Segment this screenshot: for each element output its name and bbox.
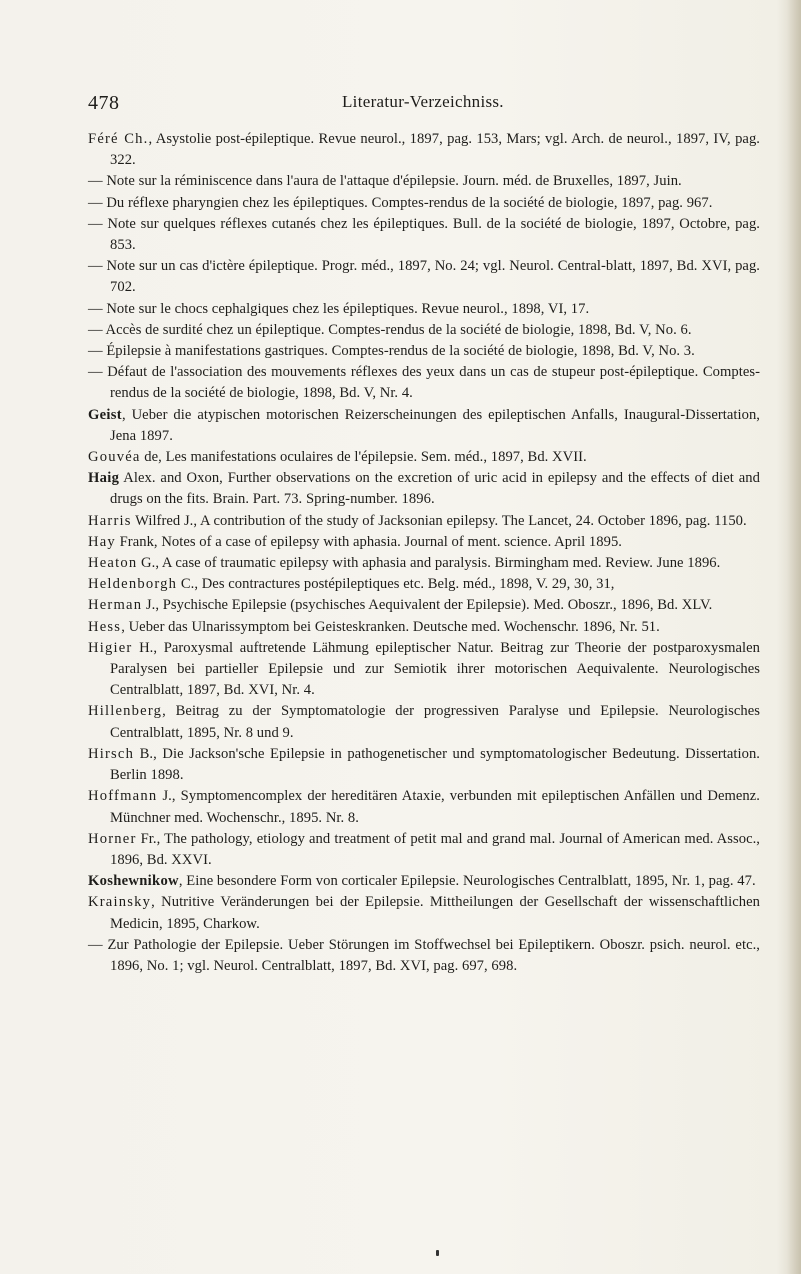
entry-author: Féré Ch.	[88, 131, 149, 147]
bibliography-entry	[88, 892, 760, 934]
entry-text: — Épilepsie à manifestations gastriques. Comptes-rendus de la société de biologie, 1898, Bd. V, No. 3.	[88, 343, 695, 360]
entry-text: , Ueber die atypischen motorischen Reizerscheinungen des epileptischen Anfalls, Inaugural-Dissertation, Jena 1897.	[110, 406, 760, 444]
entry-text: J., Psychische Epilepsie (psychisches Aequivalent der Epilepsie). Med. Oboszr., 1896, Bd. XLV.	[142, 597, 713, 614]
entry-text: — Du réflexe pharyngien chez les épileptiques. Comptes-rendus de la société de biologie, 1897, pag. 967.	[88, 194, 713, 211]
page-edge-shadow	[787, 0, 801, 1274]
entry-author: Harris	[88, 512, 132, 529]
bibliography-entry	[88, 405, 760, 447]
entry-author: Geist	[88, 406, 122, 423]
entry-author: Hirsch	[88, 745, 135, 762]
print-speck	[436, 1250, 439, 1256]
entry-author: Koshewnikow	[88, 873, 179, 890]
bibliography-entry	[88, 468, 760, 510]
bibliography-entry	[88, 553, 760, 574]
bibliography-entry	[88, 701, 760, 743]
entry-text: , Nutritive Veränderungen bei der Epilepsie. Mittheilungen der Gesellschaft der wissenschaftlichen Medicin, 1895, Charkow.	[110, 894, 760, 932]
entry-text: — Note sur la réminiscence dans l'aura de l'attaque d'épilepsie. Journ. méd. de Bruxelles, 1897, Juin.	[88, 173, 682, 190]
entry-text: — Accès de surdité chez un épileptique. Comptes-rendus de la société de biologie, 1898, Bd. V, No. 6.	[88, 321, 692, 338]
bibliography-entry	[88, 362, 760, 404]
entry-text: — Note sur un cas d'ictère épileptique. Progr. méd., 1897, No. 24; vgl. Neurol. Central-blatt, 1897, Bd. XVI, pag. 702.	[88, 258, 760, 296]
entry-text: B., Die Jackson'sche Epilepsie in pathogenetischer und symptomatologischer Bedeutung. Dissertation. Berlin 1898.	[110, 745, 760, 784]
bibliography-entry	[88, 617, 760, 638]
entry-author: Hess	[88, 618, 122, 635]
bibliography-list	[88, 129, 760, 977]
entry-text: , Beitrag zu der Symptomatologie der progressiven Paralyse und Epilepsie. Neurologisches Centralblatt, 1895, Nr. 8 und 9.	[110, 703, 760, 741]
entry-author: Hay	[88, 533, 116, 550]
page-number: 478	[88, 92, 120, 114]
bibliography-entry	[88, 129, 760, 171]
entry-author: Heaton	[88, 555, 138, 572]
entry-text: Wilfred J., A contribution of the study of Jacksonian epilepsy. The Lancet, 24. October 1896, pag. 1150.	[131, 512, 747, 529]
entry-text: — Zur Pathologie der Epilepsie. Ueber Störungen im Stoffwechsel bei Epileptikern. Oboszr. psich. neurol. etc., 1896, No. 1; vgl. Neurol. Centralblatt, 1897, Bd. XVI, pag. 697, 698.	[88, 936, 760, 974]
bibliography-entry	[88, 171, 760, 192]
entry-text: Alex. and Oxon, Further observations on the excretion of uric acid in epilepsy and the effects of diet and drugs on the fits. Brain. Part. 73. Spring-number. 1896.	[110, 470, 760, 508]
bibliography-entry	[88, 595, 760, 616]
entry-text: — Défaut de l'association des mouvements réflexes des yeux dans un cas de stupeur post-épileptique. Comptes-rendus de la société de biologie, 1898, Bd. V, Nr. 4.	[88, 364, 760, 402]
entry-text: , Ueber das Ulnarissymptom bei Geisteskranken. Deutsche med. Wochenschr. 1896, Nr. 51.	[121, 618, 660, 635]
bibliography-entry	[88, 341, 760, 362]
bibliography-entry	[88, 638, 760, 702]
bibliography-entry	[88, 299, 760, 320]
bibliography-entry	[88, 193, 760, 214]
entry-author: Hillenberg	[88, 703, 163, 720]
entry-text: Fr., The pathology, etiology and treatment of petit mal and grand mal. Journal of American med. Assoc., 1896, Bd. XXVI.	[110, 830, 760, 868]
entry-author: Hoffmann	[88, 788, 158, 805]
entry-author: Haig	[88, 470, 120, 487]
bibliography-entry	[88, 214, 760, 256]
bibliography-entry	[88, 871, 760, 892]
entry-author: Higier	[88, 639, 133, 656]
entry-text: — Note sur le chocs cephalgiques chez les épileptiques. Revue neurol., 1898, VI, 17.	[88, 300, 590, 317]
entry-text: , Eine besondere Form von corticaler Epilepsie. Neurologisches Centralblatt, 1895, Nr. 1, pag. 47.	[178, 873, 756, 890]
entry-text: C., Des contractures postépileptiques etc. Belg. méd., 1898, V. 29, 30, 31,	[177, 576, 615, 593]
bibliography-entry	[88, 935, 760, 977]
entry-text: J., Symptomencomplex der hereditären Ataxie, verbunden mit epileptischen Anfällen und Demenz. Münchner med. Wochenschr., 1895. Nr. 8.	[110, 788, 760, 826]
bibliography-entry	[88, 447, 760, 468]
entry-author: Krainsky	[88, 894, 152, 911]
bibliography-entry	[88, 574, 760, 595]
entry-text: Frank, Notes of a case of epilepsy with aphasia. Journal of ment. science. April 1895.	[115, 533, 623, 550]
entry-text: G., A case of traumatic epilepsy with aphasia and paralysis. Birmingham med. Review. June 1896.	[137, 555, 721, 572]
entry-author: Herman	[88, 597, 143, 614]
running-head	[88, 92, 728, 118]
bibliography-entry	[88, 532, 760, 553]
bibliography-entry	[88, 511, 760, 532]
bibliography-entry	[88, 744, 760, 786]
entry-text: , Asystolie post-épileptique. Revue neurol., 1897, pag. 153, Mars; vgl. Arch. de neurol., 1897, IV, pag. 322.	[110, 131, 761, 169]
entry-text: de, Les manifestations oculaires de l'épilepsie. Sem. méd., 1897, Bd. XVII.	[140, 449, 587, 466]
bibliography-entry	[88, 786, 760, 828]
entry-author: Heldenborgh	[88, 576, 178, 593]
entry-text: H., Paroxysmal auftretende Lähmung epileptischer Natur. Beitrag zur Theorie der postparoxysmalen Paralysen bei partieller Epilepsie und zur Semiotik ihrer motorischen Aequivalente. Neurologisches Centralblatt, 1897, Bd. XVI, Nr. 4.	[110, 639, 760, 699]
page-title: Literatur-Verzeichniss.	[342, 92, 504, 111]
bibliography-entry	[88, 256, 760, 298]
bibliography-entry	[88, 829, 760, 871]
entry-author: Gouvéa	[88, 449, 141, 466]
bibliography-entry	[88, 320, 760, 341]
entry-text: — Note sur quelques réflexes cutanés chez les épileptiques. Bull. de la société de biologie, 1897, Octobre, pag. 853.	[88, 215, 760, 254]
entry-author: Horner	[88, 830, 137, 847]
